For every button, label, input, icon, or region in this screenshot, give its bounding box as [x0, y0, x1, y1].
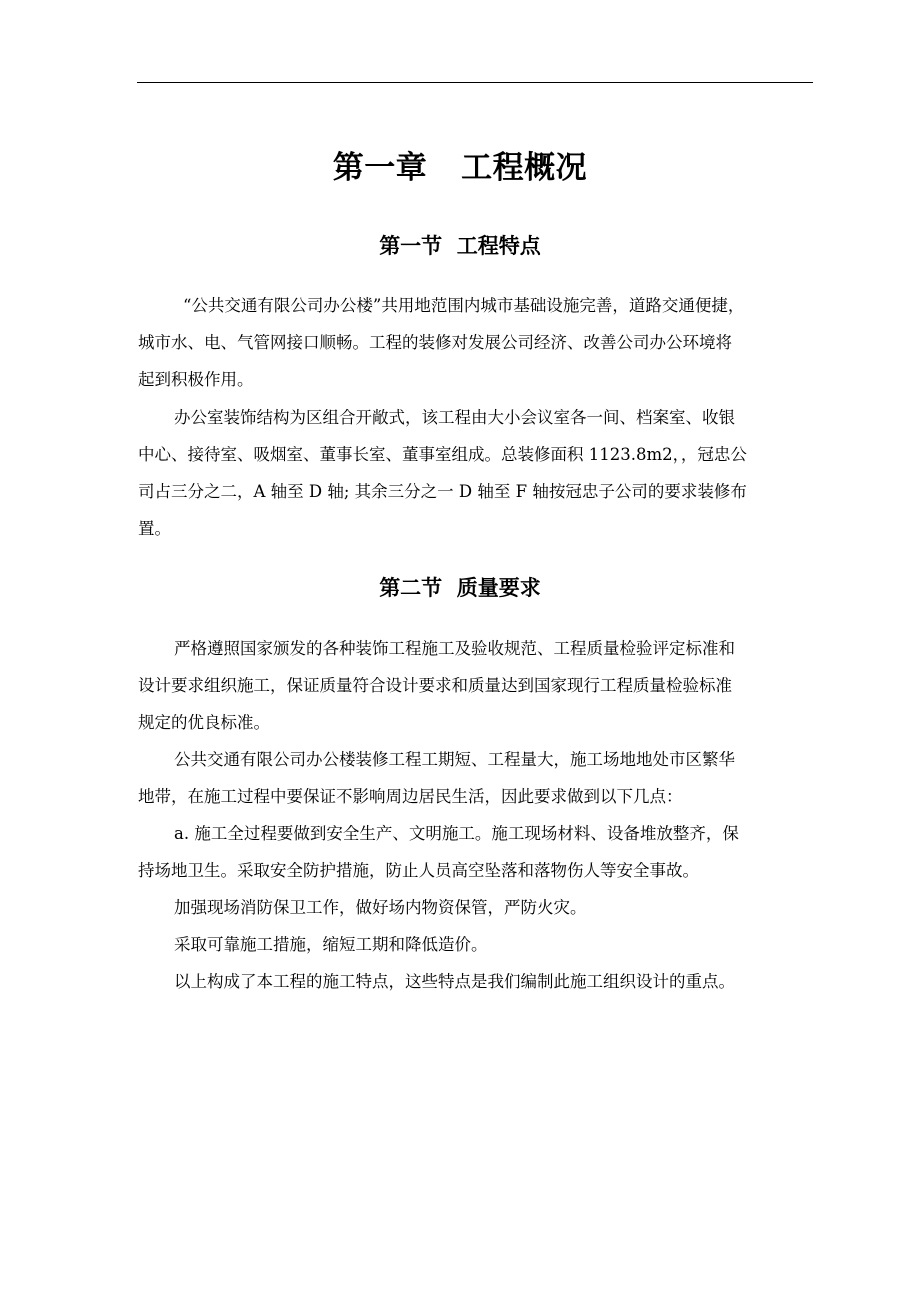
- paragraph-line: “公共交通有限公司办公楼”共用地范围内城市基础设施完善，道路交通便捷，: [183, 296, 745, 315]
- paragraph-line: 地带，在施工过程中要保证不影响周边居民生活，因此要求做到以下几点：: [138, 787, 683, 806]
- chapter-title: 第一章 工程概况: [332, 150, 588, 186]
- paragraph-line: 加强现场消防保卫工作，做好场内物资保管，严防火灾。: [174, 898, 587, 917]
- paragraph-line: 严格遵照国家颁发的各种装饰工程施工及验收规范、工程质量检验评定标准和: [174, 639, 735, 658]
- paragraph-line: a. 施工全过程要做到安全生产、文明施工。施工现场材料、设备堆放整齐，保: [174, 824, 739, 843]
- paragraph-2-4: [138, 889, 814, 926]
- header-rule: [137, 82, 813, 83]
- paragraph-line: 城市水、电、气管网接口顺畅。工程的装修对发展公司经济、改善公司办公环境将: [138, 333, 732, 352]
- paragraph-line: 中心、接待室、吸烟室、董事长室、董事室组成。总装修面积 1123.8m2，，冠忠公: [138, 445, 747, 464]
- paragraph-2-3: [138, 815, 814, 889]
- paragraph-line: 办公室装饰结构为区组合开敞式，该工程由大小会议室各一间、档案室、收银: [174, 408, 735, 427]
- paragraph-1-1: [138, 287, 814, 398]
- paragraph-line: 以上构成了本工程的施工特点，这些特点是我们编制此施工组织设计的重点。: [174, 972, 735, 991]
- paragraph-2-1: [138, 630, 814, 741]
- paragraph-2-6: [138, 963, 814, 1000]
- paragraph-line: 司占三分之二，A 轴至 D 轴; 其余三分之一 D 轴至 F 轴按冠忠子公司的要求装修布: [138, 482, 747, 501]
- paragraph-line: 公共交通有限公司办公楼装修工程工期短、工程量大，施工场地地处市区繁华: [174, 750, 735, 769]
- section-title-2: 第二节 质量要求: [379, 576, 541, 600]
- paragraph-line: 采取可靠施工措施，缩短工期和降低造价。: [174, 935, 488, 954]
- paragraph-line: 设计要求组织施工，保证质量符合设计要求和质量达到国家现行工程质量检验标准: [138, 676, 732, 695]
- paragraph-line: 持场地卫生。采取安全防护措施，防止人员高空坠落和落物伤人等安全事故。: [138, 861, 699, 880]
- paragraph-1-2: [138, 399, 814, 547]
- paragraph-line: 规定的优良标准。: [138, 713, 270, 732]
- paragraph-2-5: [138, 926, 814, 963]
- section-title-1: 第一节 工程特点: [379, 234, 541, 258]
- paragraph-line: 起到积极作用。: [138, 370, 254, 389]
- paragraph-2-2: [138, 741, 814, 815]
- paragraph-line: 置。: [138, 519, 171, 538]
